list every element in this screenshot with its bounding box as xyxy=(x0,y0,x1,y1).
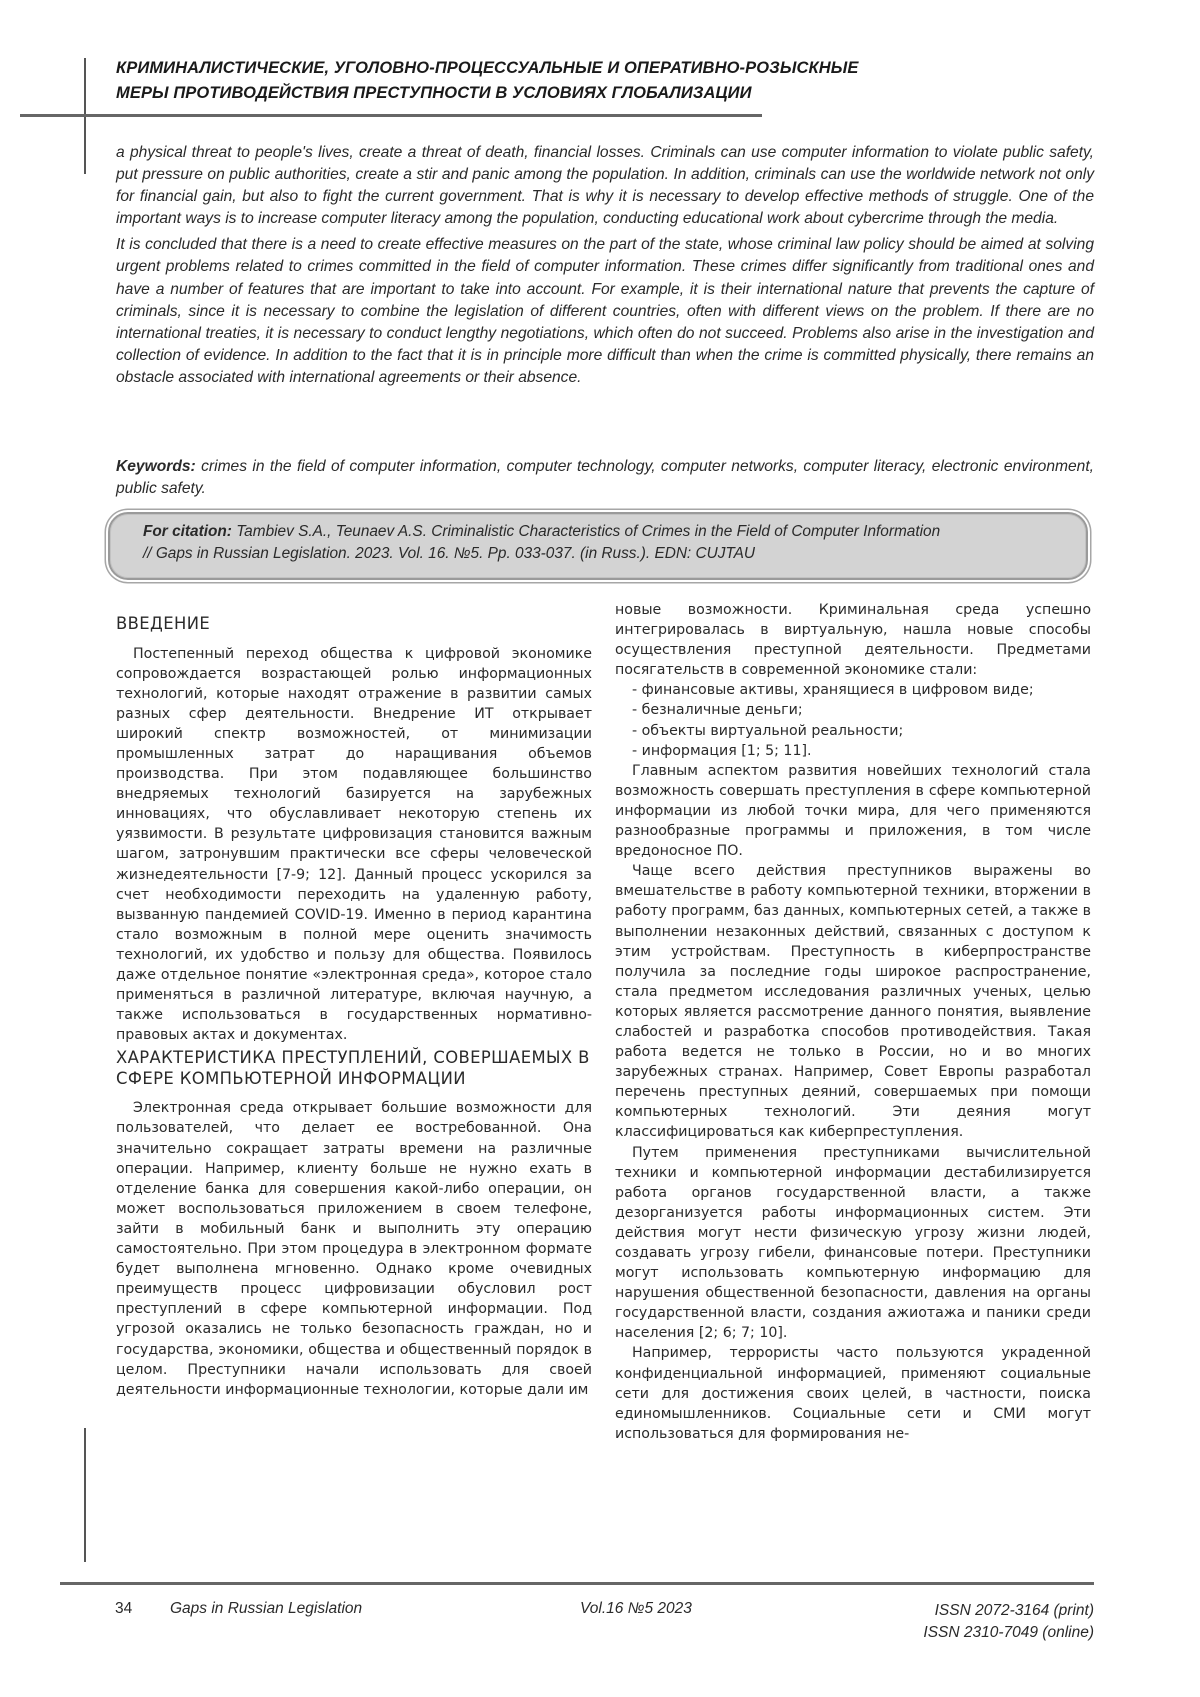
running-head-line-1: КРИМИНАЛИСТИЧЕСКИЕ, УГОЛОВНО-ПРОЦЕССУАЛЬНЫЕ И ОПЕРАТИВНО-РОЗЫСКНЫЕ xyxy=(116,59,859,77)
footer-vertical-rule xyxy=(84,1428,86,1562)
list-item: - безналичные деньги; xyxy=(632,702,803,719)
citation-text xyxy=(143,521,1083,565)
running-head-line-2: МЕРЫ ПРОТИВОДЕЙСТВИЯ ПРЕСТУПНОСТИ В УСЛОВИЯХ ГЛОБАЛИЗАЦИИ xyxy=(116,84,752,102)
issn-block xyxy=(923,1600,1094,1644)
issn-print: ISSN 2072-3164 (print) xyxy=(934,1602,1094,1619)
body-paragraph: Чаще всего действия преступников выражены во вмешательстве в работу компьютерной техники, вторжении в работу программ, баз данных, компьютерных сетей, а также в выполнении незаконных действий, связанных с доступом к этим устройствам. Преступность в киберпространстве получила за последние годы широкое распространение, стала предметом исследования различных ученых, целью которых является рассмотрение данного понятия, выявление слабостей и разработка способов противодействия. Такая работа ведется не только в России, но и во многих зарубежных странах. Например, Совет Европы разработал перечень преступных деяний, совершаемых при помощи компьютерных технологий. Эти деяния могут классифицироваться как киберпреступления. xyxy=(615,863,1091,1141)
citation-label: For citation: xyxy=(143,523,232,540)
keywords-text: crimes in the field of computer information, computer technology, computer networks, computer literacy, electronic environment, public safety. xyxy=(116,458,1094,497)
footer-horizontal-rule xyxy=(60,1582,1094,1585)
citation-line-1: Tambiev S.A., Teunaev A.S. Criminalistic Characteristics of Crimes in the Field of Computer Information xyxy=(231,523,941,540)
keywords-label: Keywords: xyxy=(116,458,196,475)
body-paragraph: Главным аспектом развития новейших технологий стала возможность совершать преступления в сфере компьютерной информации из любой точки мира, для чего применяются разнообразные программы и приложения, в том числе вредоносное ПО. xyxy=(615,762,1091,860)
abstract-paragraph: a physical threat to people's lives, create a threat of death, financial losses. Criminals can use computer information to violate public safety, put pressure on public authorities, create a stir and panic among the population. In addition, criminals can use the worldwide network not only for financial gain, but also to fight the current government. That is why it is necessary to develop effective methods of struggle. One of the important ways is to increase computer literacy among the population, conducting educational work about cybercrime through the media. xyxy=(116,144,1094,228)
section-title-characteristics: ХАРАКТЕРИСТИКА ПРЕСТУПЛЕНИЙ, СОВЕРШАЕМЫХ В СФЕРЕ КОМПЬЮТЕРНОЙ ИНФОРМАЦИИ xyxy=(116,1048,590,1088)
body-column-left xyxy=(116,600,592,1400)
body-paragraph-continuation: новые возможности. Криминальная среда успешно интегрировалась в виртуальную, нашла новые способы осуществления преступной деятельности. Предметами посягательств в современной экономике стали: xyxy=(615,602,1091,679)
volume-issue: Vol.16 №5 2023 xyxy=(580,1600,692,1617)
list-item: - финансовые активы, хранящиеся в цифровом виде; xyxy=(632,682,1034,699)
body-paragraph: Например, террористы часто пользуются украденной конфиденциальной информацией, применяют социальные сети для достижения своих целей, в частности, поиска единомышленников. Социальные сети и СМИ могут использоваться для формирования не- xyxy=(615,1345,1091,1442)
keywords xyxy=(116,456,1094,500)
list-item: - информация [1; 5; 11]. xyxy=(632,742,812,759)
body-column-right xyxy=(615,600,1091,1444)
issn-online: ISSN 2310-7049 (online) xyxy=(923,1624,1094,1641)
abstract-paragraph: It is concluded that there is a need to create effective measures on the part of the state, whose criminal law policy should be aimed at solving urgent problems related to crimes committed in the field of computer information. These crimes differ significantly from traditional ones and have a number of features that are important to take into account. For example, it is their international nature that prevents the capture of criminals, since it is necessary to combine the legislation of different countries, often with different views on the problem. If there are no international treaties, it is necessary to conduct lengthy negotiations, which often do not succeed. Problems also arise in the investigation and collection of evidence. In addition to the fact that it is in principle more difficult than when the crime is committed physically, there remains an obstacle associated with international agreements or their absence. xyxy=(116,236,1094,386)
page-number: 34 xyxy=(115,1600,133,1617)
body-paragraph: Постепенный переход общества к цифровой экономике сопровождается возрастающей ролью информационных технологий, которые находят отражение в развитии самых разных сфер деятельности. Внедрение ИТ открывает широкий спектр возможностей, от минимизации промышленных затрат до наращивания объемов производства. При этом подавляющее большинство внедряемых технологий базируется на зарубежных инновациях, что обуславливает некоторую степень их уязвимости. В результате цифровизация становится важным шагом, затронувшим практически все сферы человеческой жизнедеятельности [7-9; 12]. Данный процесс ускорился за счет необходимости переходить на удаленную работу, вызванную пандемией COVID-19. Именно в период карантина стало возможным в полной мере оценить значимость технологий, их удобство и пользу для общества. Появилось даже отдельное понятие «электронная среда», которое стало применяться в различной литературе, включая научную, а также использоваться в государственных нормативно-правовых актах и документах. xyxy=(116,645,592,1044)
list-item: - объекты виртуальной реальности; xyxy=(632,722,904,739)
journal-name: Gaps in Russian Legislation xyxy=(170,1600,363,1617)
running-head xyxy=(116,56,1016,106)
section-title-introduction: ВВЕДЕНИЕ xyxy=(116,614,211,633)
body-paragraph: Электронная среда открывает большие возможности для пользователей, что делает ее востребованной. Она значительно сокращает затраты времени на различные операции. Например, клиенту больше не нужно ехать в отделение банка для совершения какой-либо операции, он может воспользоваться приложением в своем телефоне, зайти в мобильный банк и выполнить эту операцию самостоятельно. При этом процедура в электронном формате будет выполнена мгновенно. Однако кроме очевидных преимуществ процесс цифровизации обусловил рост преступлений в сфере компьютерной информации. Под угрозой оказались не только безопасность граждан, но и государства, экономики, общества и общественный порядок в целом. Преступники начали использовать для своей деятельности информационные технологии, которые дали им xyxy=(116,1100,592,1398)
body-paragraph: Путем применения преступниками вычислительной техники и компьютерной информации дестабилизируется работа органов государственной власти, а также дезорганизуется работы информационных систем. Эти действия могут нести физическую угрозу жизни людей, создавать угрозу гибели, финансовые потери. Преступники могут использовать компьютерную информацию для нарушения общественной безопасности, давления на органы государственной власти, создания ажиотажа и паники среди населения [2; 6; 7; 10]. xyxy=(615,1144,1091,1342)
header-horizontal-rule xyxy=(20,114,762,117)
abstract xyxy=(116,142,1094,393)
citation-line-2: // Gaps in Russian Legislation. 2023. Vol. 16. №5. Pp. 033-037. (in Russ.). EDN: CUJTAU xyxy=(143,545,756,562)
